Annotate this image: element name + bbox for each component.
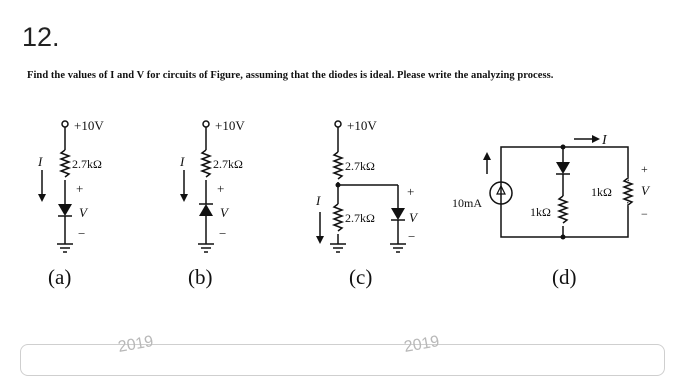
circuit-c-arrowhead-icon [316,236,324,244]
circuit-d-current-arrowhead-icon [592,135,600,143]
circuit-b-plus: + [217,181,225,196]
circuit-c-caption: (c) [349,265,373,289]
circuit-d-voltage-label: V [641,183,649,198]
circuit-c-supply-label: +10V [347,118,377,133]
circuit-d-caption: (d) [552,265,577,289]
circuit-a-current-label: I [38,154,43,169]
circuit-a-plus: + [76,181,84,196]
circuit-b-arrowhead-icon [180,194,188,202]
circuit-b-voltage-label: V [220,205,228,220]
circuit-c-plus: + [407,184,415,199]
question-number: 12. [22,22,60,52]
watermark: 2019 [116,333,155,356]
question-text: Find the values of I and V for circuits of Figure, assuming that the diodes is ideal. Please write the analyzing process. [27,70,554,81]
circuit-b-caption: (b) [188,265,213,289]
circuit-d-resistor-right-label: 1kΩ [591,185,612,199]
circuit-c-resistor-bottom [334,204,342,231]
circuit-b-supply-terminal [203,121,209,127]
circuit-c-resistor-top [334,152,342,179]
circuit-d-resistor-mid [559,196,567,223]
circuit-a-resistor [61,150,69,177]
circuit-b-supply-label: +10V [215,118,245,133]
circuit-d-current-label: I [602,133,607,148]
circuit-d-source-label: 10mA [452,196,482,210]
circuit-c-voltage-label: V [409,210,417,225]
circuit-c-diode-icon [391,208,405,220]
circuit-b-current-label: I [180,154,185,169]
circuit-c-supply-terminal [335,121,341,127]
circuit-b-diode-icon [199,204,213,216]
circuit-a-supply-label: +10V [74,118,104,133]
circuit-b-minus: − [219,226,227,241]
circuit-c-minus: − [408,229,416,244]
circuit-d-minus: − [641,207,648,221]
circuit-a-minus: − [78,226,86,241]
watermark: 2019 [402,333,441,356]
circuit-a-arrowhead-icon [38,194,46,202]
circuit-a-voltage-label: V [79,205,87,220]
circuit-b-resistor [202,150,210,177]
circuit-c-current-label: I [316,193,321,208]
circuit-d-plus: + [641,162,648,176]
answer-card [20,344,665,376]
circuit-b-resistor-label: 2.7kΩ [213,157,243,171]
circuit-d-diode-icon [556,162,570,174]
circuit-a-resistor-label: 2.7kΩ [72,157,102,171]
circuit-c-resistor-bottom-label: 2.7kΩ [345,211,375,225]
circuit-c-resistor-top-label: 2.7kΩ [345,159,375,173]
circuit-d-resistor-mid-label: 1kΩ [530,205,551,219]
circuit-a-diode-icon [58,204,72,216]
circuit-a-caption: (a) [48,265,72,289]
circuit-d-source-arrowhead-icon [483,152,491,160]
circuit-a-supply-terminal [62,121,68,127]
